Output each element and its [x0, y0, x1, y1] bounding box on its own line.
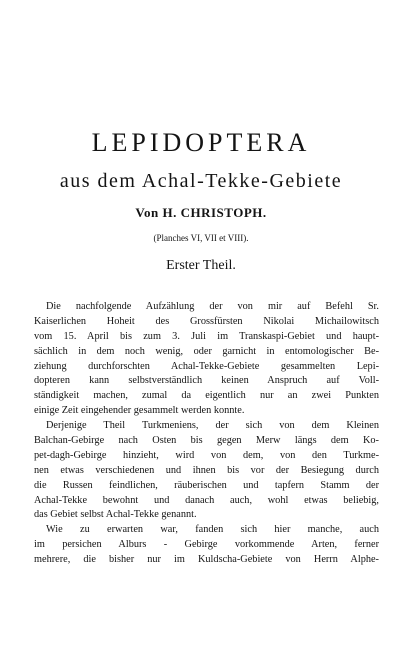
text-line: einige Zeit eingehender gesammelt werden konnte.: [34, 405, 245, 417]
text-line: Balchan-Gebirge nach Osten bis gegen Merw längs dem Ko-: [34, 435, 379, 447]
text-line: mehrere, die bisher nur im Kuldscha-Gebiete von Herrn Alphe-: [34, 554, 379, 566]
planches-note: (Planches VI, VII et VIII).: [153, 233, 249, 243]
text-line: im persichen Alburs - Gebirge vorkommende Arten, ferner: [34, 539, 379, 551]
text-line: pet-dagh-Gebirge hinzieht, wird von dem, von den Turkme-: [34, 449, 379, 461]
section-heading: Erster Theil.: [166, 258, 236, 273]
text-line: nen etwas verschiedenen und ihnen bis vor der Besiegung durch: [34, 464, 379, 476]
text-line: die Russen feindlichen, räuberischen und tapfern Stamm der: [34, 479, 379, 491]
text-line: Achal-Tekke bewohnt und danach auch, wohl etwas beliebig,: [34, 494, 379, 506]
text-line: sächlich in dem noch wenig, oder garnicht in entomologischer Be-: [34, 345, 379, 357]
document-subtitle: aus dem Achal-Tekke-Gebiete: [59, 170, 343, 192]
text-line: Wie zu erwarten war, fanden sich hier manche, auch: [46, 524, 379, 536]
text-line: dopteren kann selbstverständlich keinen Anspruch auf Voll-: [34, 375, 379, 387]
author-line: Von H. CHRISTOPH.: [135, 205, 267, 220]
text-line: ziehung durchforschten Achal-Tekke-Gebiete gesammelten Lepi-: [34, 360, 379, 372]
text-line: ständigkeit machen, zumal da eigentlich nur an zwei Punkten: [34, 390, 379, 402]
document-title: LEPIDOPTERA: [91, 128, 311, 157]
body-text: [34, 300, 379, 568]
text-line: Die nachfolgende Aufzählung der von mir auf Befehl Sr.: [46, 301, 379, 312]
text-line: Kaiserlichen Hoheit des Grossfürsten Nikolai Michailowitsch: [34, 315, 379, 327]
text-line: vom 15. April bis zum 3. Juli im Transkaspi-Gebiet und haupt-: [34, 330, 379, 342]
text-line: das Gebiet selbst Achal-Tekke genannt.: [34, 509, 197, 521]
text-line: Derjenige Theil Turkmeniens, der sich von dem Kleinen: [46, 420, 379, 432]
